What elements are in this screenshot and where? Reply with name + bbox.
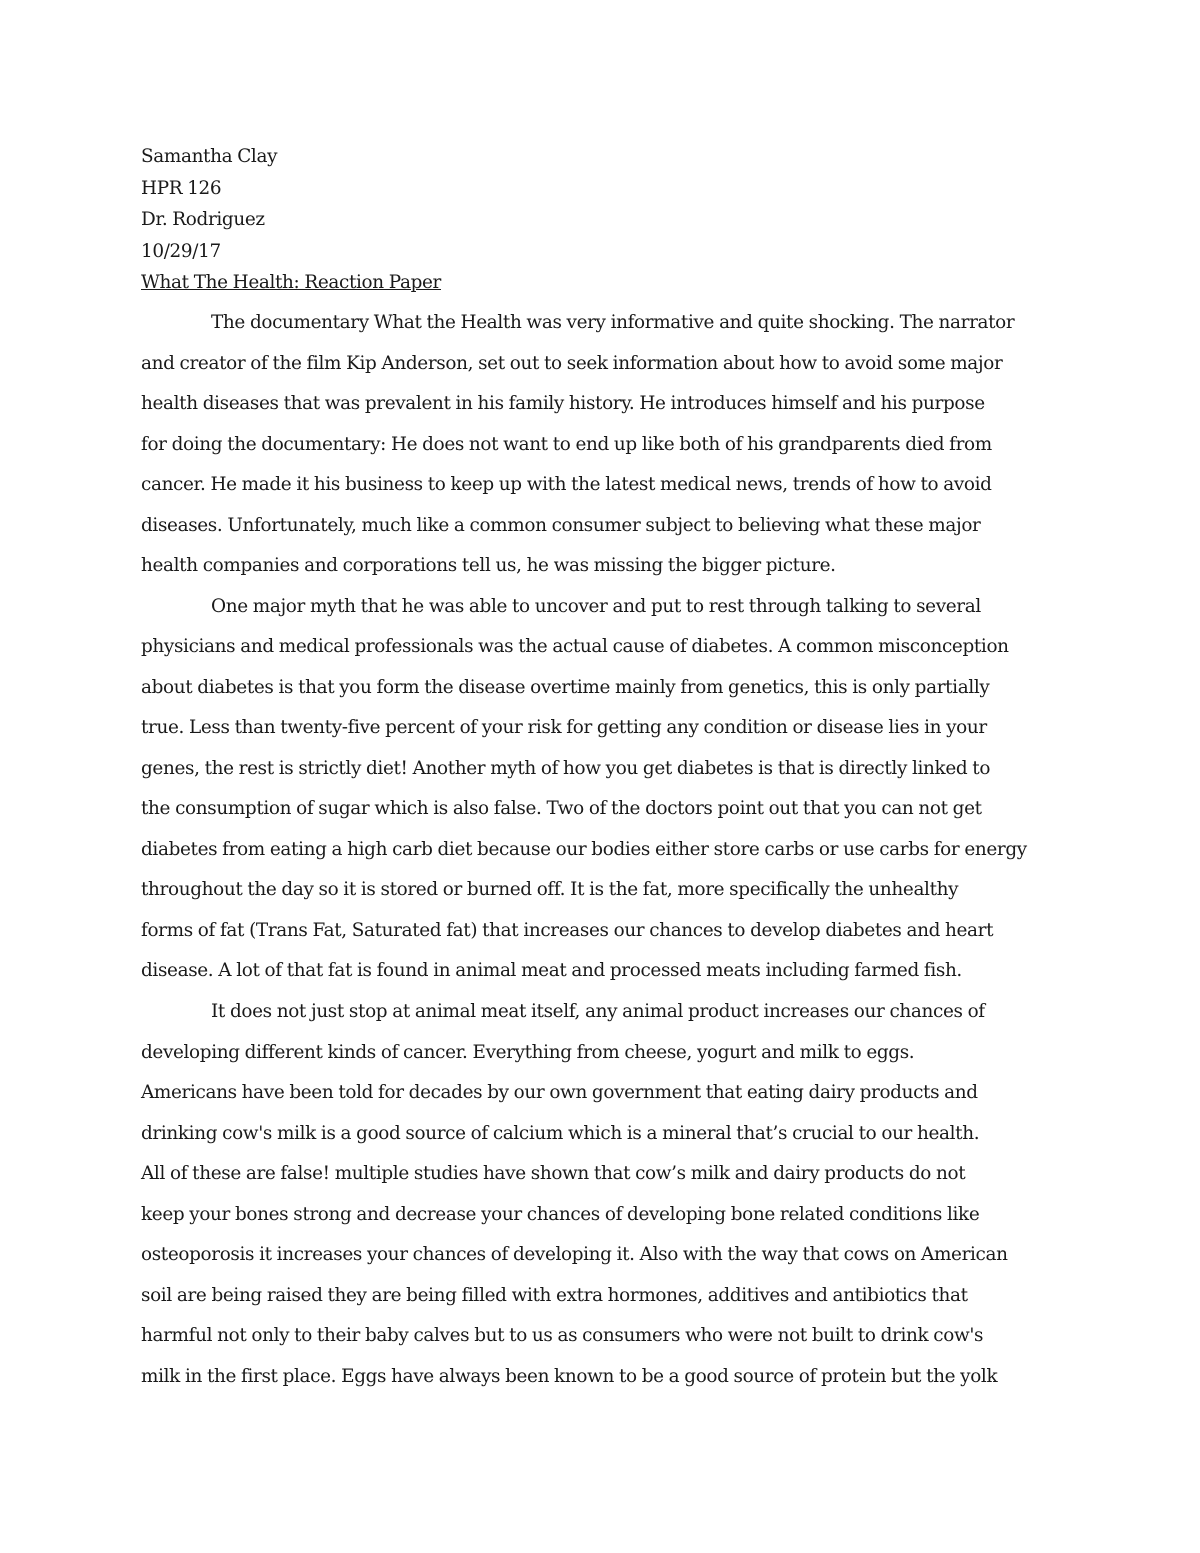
paper-date: 10/29/17 <box>141 241 221 262</box>
body-line: milk in the first place. Eggs have always been known to be a good source of protein but the yolk <box>141 1366 998 1387</box>
body-line: Americans have been told for decades by our own government that eating dairy products and <box>141 1082 978 1103</box>
body-line: forms of fat (Trans Fat, Saturated fat) that increases our chances to develop diabetes and heart <box>141 920 994 941</box>
author-name: Samantha Clay <box>141 146 278 167</box>
body-line: genes, the rest is strictly diet! Another myth of how you get diabetes is that is directly linked to <box>141 758 991 779</box>
body-line: the consumption of sugar which is also false. Two of the doctors point out that you can not get <box>141 798 982 819</box>
body-line: health companies and corporations tell us, he was missing the bigger picture. <box>141 555 836 576</box>
body-line: keep your bones strong and decrease your chances of developing bone related conditions like <box>141 1204 980 1225</box>
body-line: cancer. He made it his business to keep up with the latest medical news, trends of how to avoid <box>141 474 992 495</box>
body-line: and creator of the film Kip Anderson, set out to seek information about how to avoid some major <box>141 353 1003 374</box>
body-line: about diabetes is that you form the disease overtime mainly from genetics, this is only partially <box>141 677 990 698</box>
body-line: throughout the day so it is stored or burned off. It is the fat, more specifically the unhealthy <box>141 879 959 900</box>
body-line: developing different kinds of cancer. Everything from cheese, yogurt and milk to eggs. <box>141 1042 915 1063</box>
body-line: diabetes from eating a high carb diet because our bodies either store carbs or use carbs for energy <box>141 839 1027 860</box>
body-line: It does not just stop at animal meat itself, any animal product increases our chances of <box>211 1001 985 1022</box>
body-line: soil are being raised they are being filled with extra hormones, additives and antibiotics that <box>141 1285 968 1306</box>
body-line: drinking cow's milk is a good source of calcium which is a mineral that’s crucial to our health. <box>141 1123 980 1144</box>
paper-title: What The Health: Reaction Paper <box>141 272 441 293</box>
body-line: true. Less than twenty-five percent of your risk for getting any condition or disease lies in your <box>141 717 987 738</box>
body-line: All of these are false! multiple studies have shown that cow’s milk and dairy products do not <box>141 1163 966 1184</box>
instructor-name: Dr. Rodriguez <box>141 209 265 230</box>
body-line: health diseases that was prevalent in his family history. He introduces himself and his purpose <box>141 393 985 414</box>
body-line: One major myth that he was able to uncover and put to rest through talking to several <box>211 596 981 617</box>
course-code: HPR 126 <box>141 178 222 199</box>
body-line: diseases. Unfortunately, much like a common consumer subject to believing what these major <box>141 515 981 536</box>
body-line: disease. A lot of that fat is found in animal meat and processed meats including farmed fish. <box>141 960 962 981</box>
body-line: physicians and medical professionals was the actual cause of diabetes. A common misconception <box>141 636 1009 657</box>
body-line: for doing the documentary: He does not want to end up like both of his grandparents died from <box>141 434 992 455</box>
body-line: osteoporosis it increases your chances of developing it. Also with the way that cows on American <box>141 1244 1008 1265</box>
body-line: harmful not only to their baby calves but to us as consumers who were not built to drink cow's <box>141 1325 984 1346</box>
body-line: The documentary What the Health was very informative and quite shocking. The narrator <box>211 312 1015 333</box>
